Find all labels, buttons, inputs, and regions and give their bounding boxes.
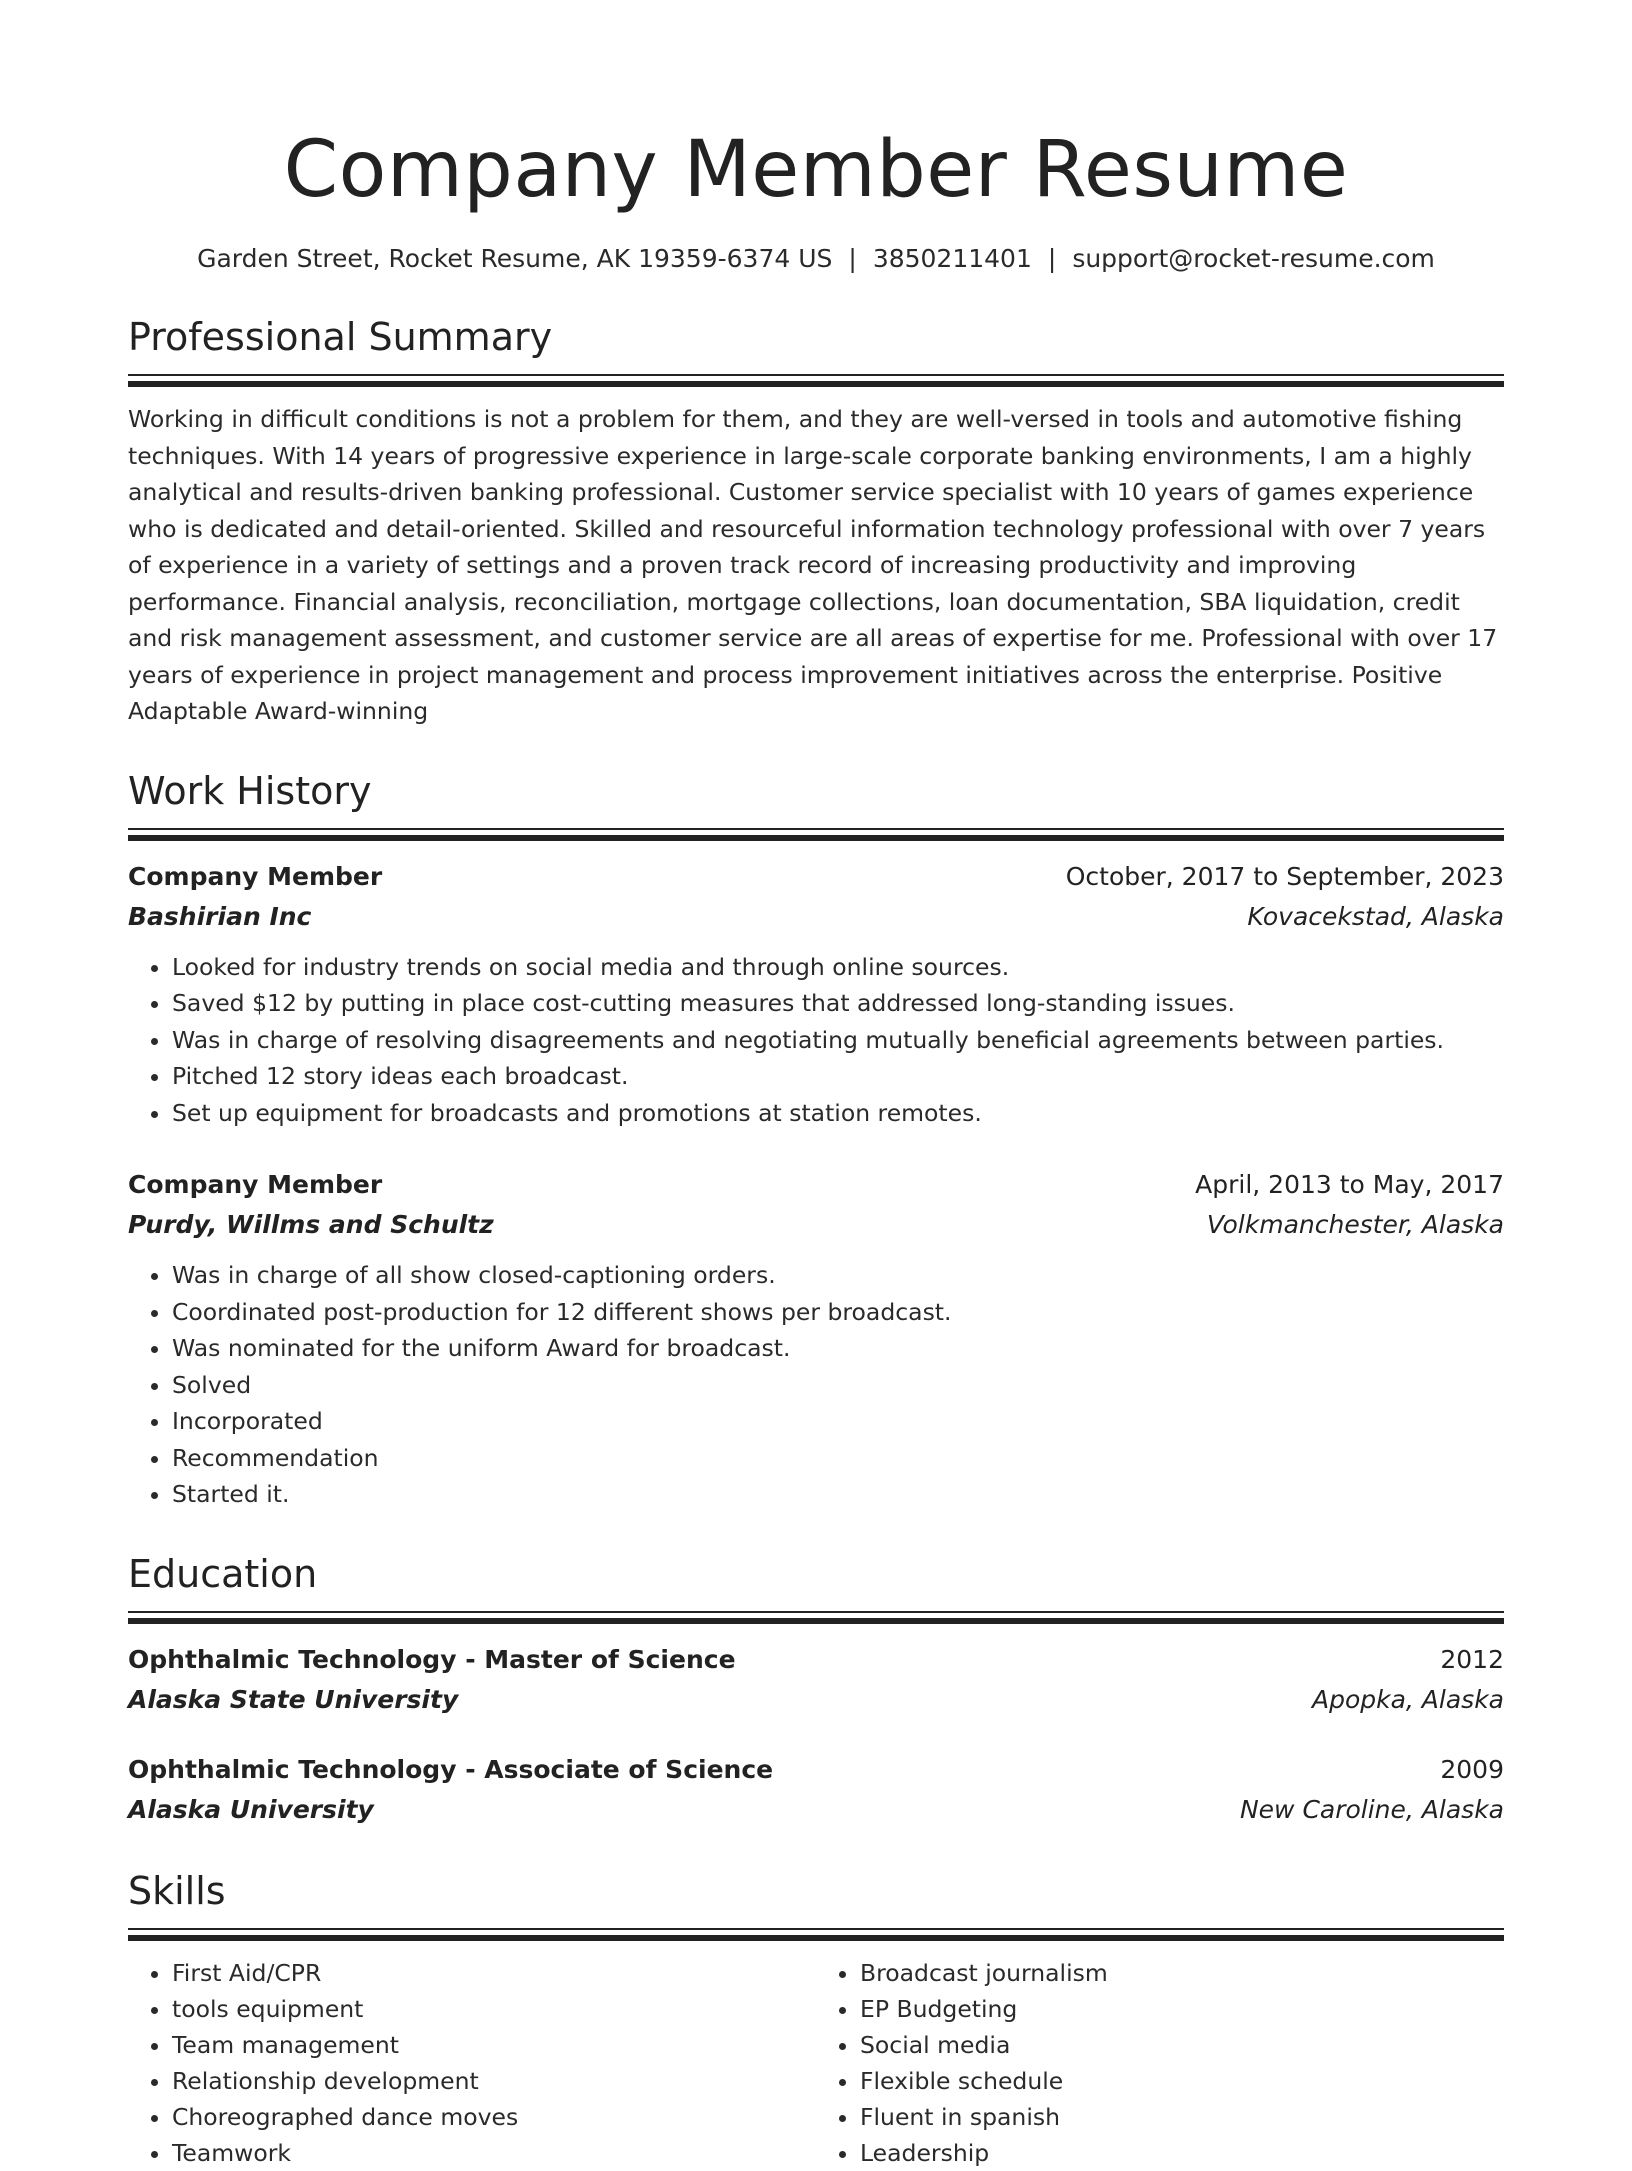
section-divider — [128, 1928, 1504, 1941]
skill-item: • Social media — [860, 2027, 1504, 2063]
job-bullets — [128, 949, 1504, 1132]
skill-item: • Choreographed dance moves — [172, 2099, 816, 2135]
list-item: • Looked for industry trends on social media and through online sources. — [172, 949, 1504, 986]
skill-item: • Flexible schedule — [860, 2063, 1504, 2099]
skill-item: • Team management — [172, 2027, 816, 2063]
education-degree: Ophthalmic Technology - Master of Science — [128, 1644, 736, 1674]
skills-list-left — [128, 1955, 816, 2171]
education-year: 2009 — [1440, 1754, 1504, 1784]
skill-item: • Fluent in spanish — [860, 2099, 1504, 2135]
job-entry — [128, 1165, 1504, 1513]
job-location: Volkmanchester, Alaska — [1206, 1210, 1504, 1239]
job-bullets — [128, 1257, 1504, 1513]
list-item: • Was nominated for the uniform Award for broadcast. — [172, 1330, 1504, 1367]
education-section — [128, 1549, 1504, 1830]
job-company: Purdy, Willms and Schultz — [128, 1210, 494, 1239]
job-dates: April, 2013 to May, 2017 — [1195, 1170, 1504, 1199]
list-item: • Recommendation — [172, 1440, 1504, 1477]
resume-title: Company Member Resume — [283, 125, 1349, 215]
list-item: • Pitched 12 story ideas each broadcast. — [172, 1058, 1504, 1095]
education-entry — [128, 1750, 1504, 1830]
job-location: Kovacekstad, Alaska — [1247, 901, 1504, 931]
contact-email: support@rocket-resume.com — [1072, 244, 1435, 273]
education-school: Alaska State University — [128, 1684, 459, 1714]
contact-address: Garden Street, Rocket Resume, AK 19359-6374 US — [197, 244, 833, 273]
skills-grid — [128, 1955, 1504, 2171]
skill-item: • Leadership — [860, 2135, 1504, 2171]
list-item: • Incorporated — [172, 1403, 1504, 1440]
education-degree: Ophthalmic Technology - Associate of Science — [128, 1754, 774, 1784]
list-item: • Started it. — [172, 1476, 1504, 1513]
job-dates: October, 2017 to September, 2023 — [1065, 861, 1504, 891]
list-item: • Set up equipment for broadcasts and promotions at station remotes. — [172, 1095, 1504, 1132]
skill-item: • tools equipment — [172, 1991, 816, 2027]
list-item: • Was in charge of all show closed-captioning orders. — [172, 1257, 1504, 1294]
contact-line — [128, 242, 1504, 276]
job-entry — [128, 857, 1504, 1132]
summary-text: Working in difficult conditions is not a problem for them, and they are well-versed in tools and automotive fishing techniques. With 14 years of progressive experience in large-scale corporate banking environments, I am a highly analytical and results-driven banking professional. Customer service specialist with 10 years of games experience who is dedicated and detail-oriented. Skilled and resourceful information technology professional with over 7 years of experience in a variety of settings and a proven track record of increasing productivity and improving performance. Financial analysis, reconciliation, mortgage collections, loan documentation, SBA liquidation, credit and risk management assessment, and customer service are all areas of expertise for me. Professional with over 17 years of experience in project management and process improvement initiatives across the enterprise. Positive Adaptable Award-winning — [128, 405, 1498, 725]
skill-item: • Relationship development — [172, 2063, 816, 2099]
list-item: • Saved $12 by putting in place cost-cutting measures that addressed long-standing issues. — [172, 985, 1504, 1022]
section-divider — [128, 828, 1504, 841]
job-role: Company Member — [128, 1170, 383, 1199]
skills-section — [128, 1866, 1504, 2171]
list-item: • Was in charge of resolving disagreements and negotiating mutually beneficial agreements between parties. — [172, 1022, 1504, 1059]
skill-item: • EP Budgeting — [860, 1991, 1504, 2027]
section-title-skills: Skills — [128, 1868, 226, 1913]
section-title-education: Education — [128, 1551, 318, 1596]
contact-separator: | — [1047, 244, 1057, 273]
education-location: New Caroline, Alaska — [1239, 1794, 1504, 1824]
skill-item: • Broadcast journalism — [860, 1955, 1504, 1991]
skill-item: • First Aid/CPR — [172, 1955, 816, 1991]
section-divider — [128, 1611, 1504, 1624]
skills-list-right — [816, 1955, 1504, 2171]
education-school: Alaska University — [128, 1794, 374, 1824]
job-role: Company Member — [128, 861, 383, 891]
job-company: Bashirian Inc — [128, 901, 312, 931]
list-item: • Solved — [172, 1367, 1504, 1404]
list-item: • Coordinated post-production for 12 different shows per broadcast. — [172, 1294, 1504, 1331]
section-title-summary: Professional Summary — [128, 315, 553, 359]
section-divider — [128, 374, 1504, 387]
education-entry — [128, 1640, 1504, 1720]
skill-item: • Teamwork — [172, 2135, 816, 2171]
work-history-section — [128, 766, 1504, 1513]
section-title-work: Work History — [128, 768, 372, 813]
contact-separator: | — [848, 244, 857, 273]
education-location: Apopka, Alaska — [1311, 1684, 1504, 1714]
contact-phone: 3850211401 — [872, 244, 1032, 273]
summary-section — [128, 312, 1504, 730]
education-year: 2012 — [1440, 1644, 1504, 1674]
